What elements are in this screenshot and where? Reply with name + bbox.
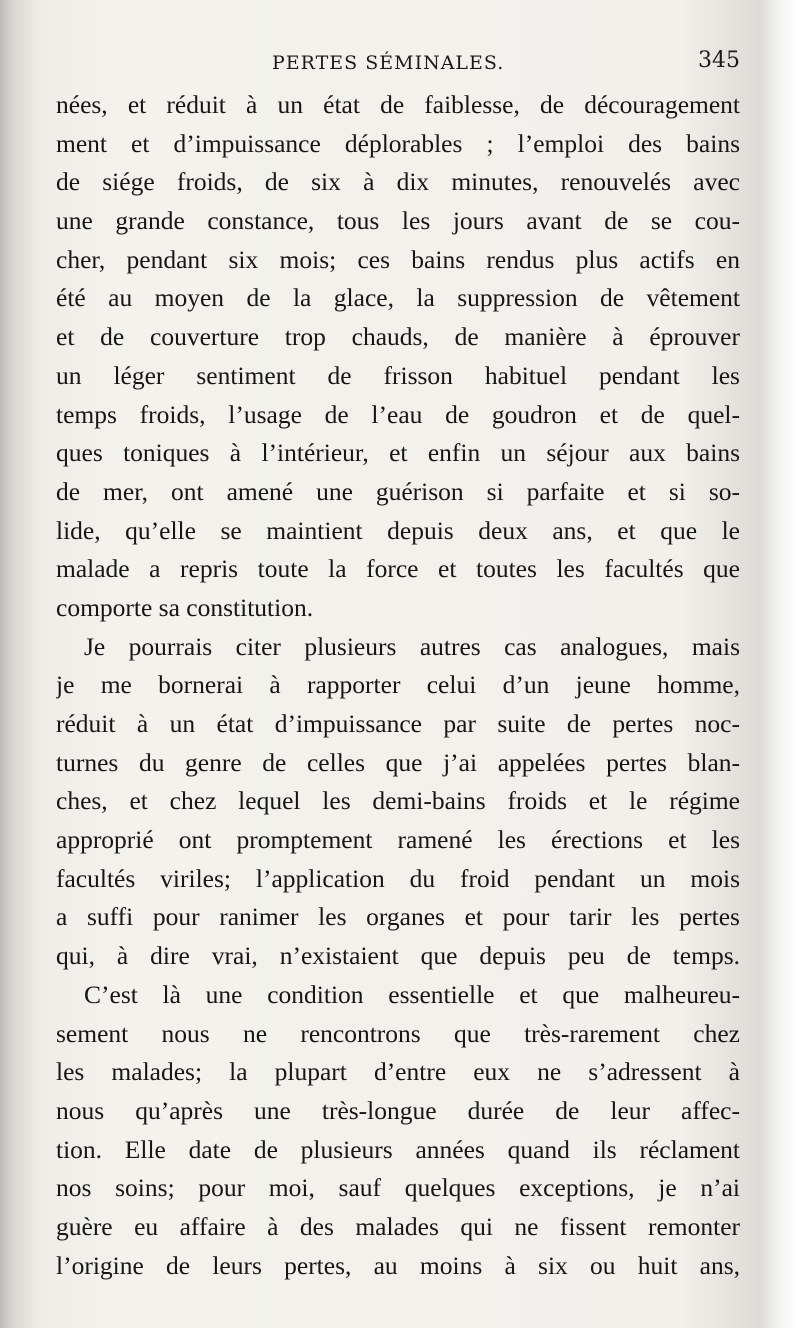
text-line: ches, et chez lequel les demi-bains froids et le régime	[56, 786, 740, 816]
text-line: ques toniques à l’intérieur, et enfin un séjour aux bains	[56, 438, 740, 468]
paragraph-first-line: C’est là une condition essentielle et que malheureu-	[84, 979, 740, 1009]
running-title: PERTES SÉMINALES.	[272, 52, 505, 74]
text-line: comporte sa constitution.	[56, 592, 314, 622]
text-line: sement nous ne rencontrons que très-rarement chez	[56, 1018, 740, 1048]
text-line: cher, pendant six mois; ces bains rendus plus actifs en	[56, 244, 740, 274]
text-line: tion. Elle date de plusieurs années quand ils réclament	[56, 1134, 740, 1164]
text-line: a suffi pour ranimer les organes et pour tarir les pertes	[56, 902, 740, 932]
text-line: temps froids, l’usage de l’eau de goudron et de quel-	[56, 399, 740, 429]
text-line: un léger sentiment de frisson habituel pendant les	[56, 360, 740, 390]
text-line: facultés viriles; l’application du froid pendant un mois	[56, 863, 740, 893]
text-line: ment et d’impuissance déplorables ; l’emploi des bains	[56, 128, 740, 158]
text-line: de mer, ont amené une guérison si parfaite et si so-	[56, 476, 740, 506]
text-line: l’origine de leurs pertes, au moins à six ou huit ans,	[56, 1250, 740, 1280]
text-line: de siége froids, de six à dix minutes, renouvelés avec	[56, 167, 740, 197]
page-number: 345	[698, 48, 740, 73]
text-line: et de couverture trop chauds, de manière à éprouver	[56, 322, 740, 352]
text-line: nées, et réduit à un état de faiblesse, de découragement	[56, 90, 740, 119]
page-header	[56, 44, 740, 80]
text-line: lide, qu’elle se maintient depuis deux ans, et que le	[56, 515, 740, 545]
text-line: guère eu affaire à des malades qui ne fissent remonter	[56, 1211, 740, 1241]
text-line: malade a repris toute la force et toutes les facultés que	[56, 554, 740, 584]
text-line: je me bornerai à rapporter celui d’un jeune homme,	[56, 670, 740, 700]
text-line: nos soins; pour moi, sauf quelques exceptions, je n’ai	[56, 1173, 740, 1203]
text-line: les malades; la plupart d’entre eux ne s’adressent à	[56, 1057, 740, 1087]
text-line: été au moyen de la glace, la suppression de vêtement	[56, 283, 740, 313]
text-line: réduit à un état d’impuissance par suite de pertes noc-	[56, 709, 740, 738]
body-text	[56, 86, 740, 1285]
text-line: qui, à dire vrai, n’existaient que depuis peu de temps.	[56, 941, 740, 971]
text-line: une grande constance, tous les jours avant de se cou-	[56, 206, 740, 236]
text-line: turnes du genre de celles que j’ai appelées pertes blan-	[56, 747, 740, 777]
paragraph-first-line: Je pourrais citer plusieurs autres cas analogues, mais	[84, 631, 740, 661]
text-line: nous qu’après une très-longue durée de leur affec-	[56, 1095, 740, 1125]
text-line: approprié ont promptement ramené les érections et les	[56, 825, 740, 855]
